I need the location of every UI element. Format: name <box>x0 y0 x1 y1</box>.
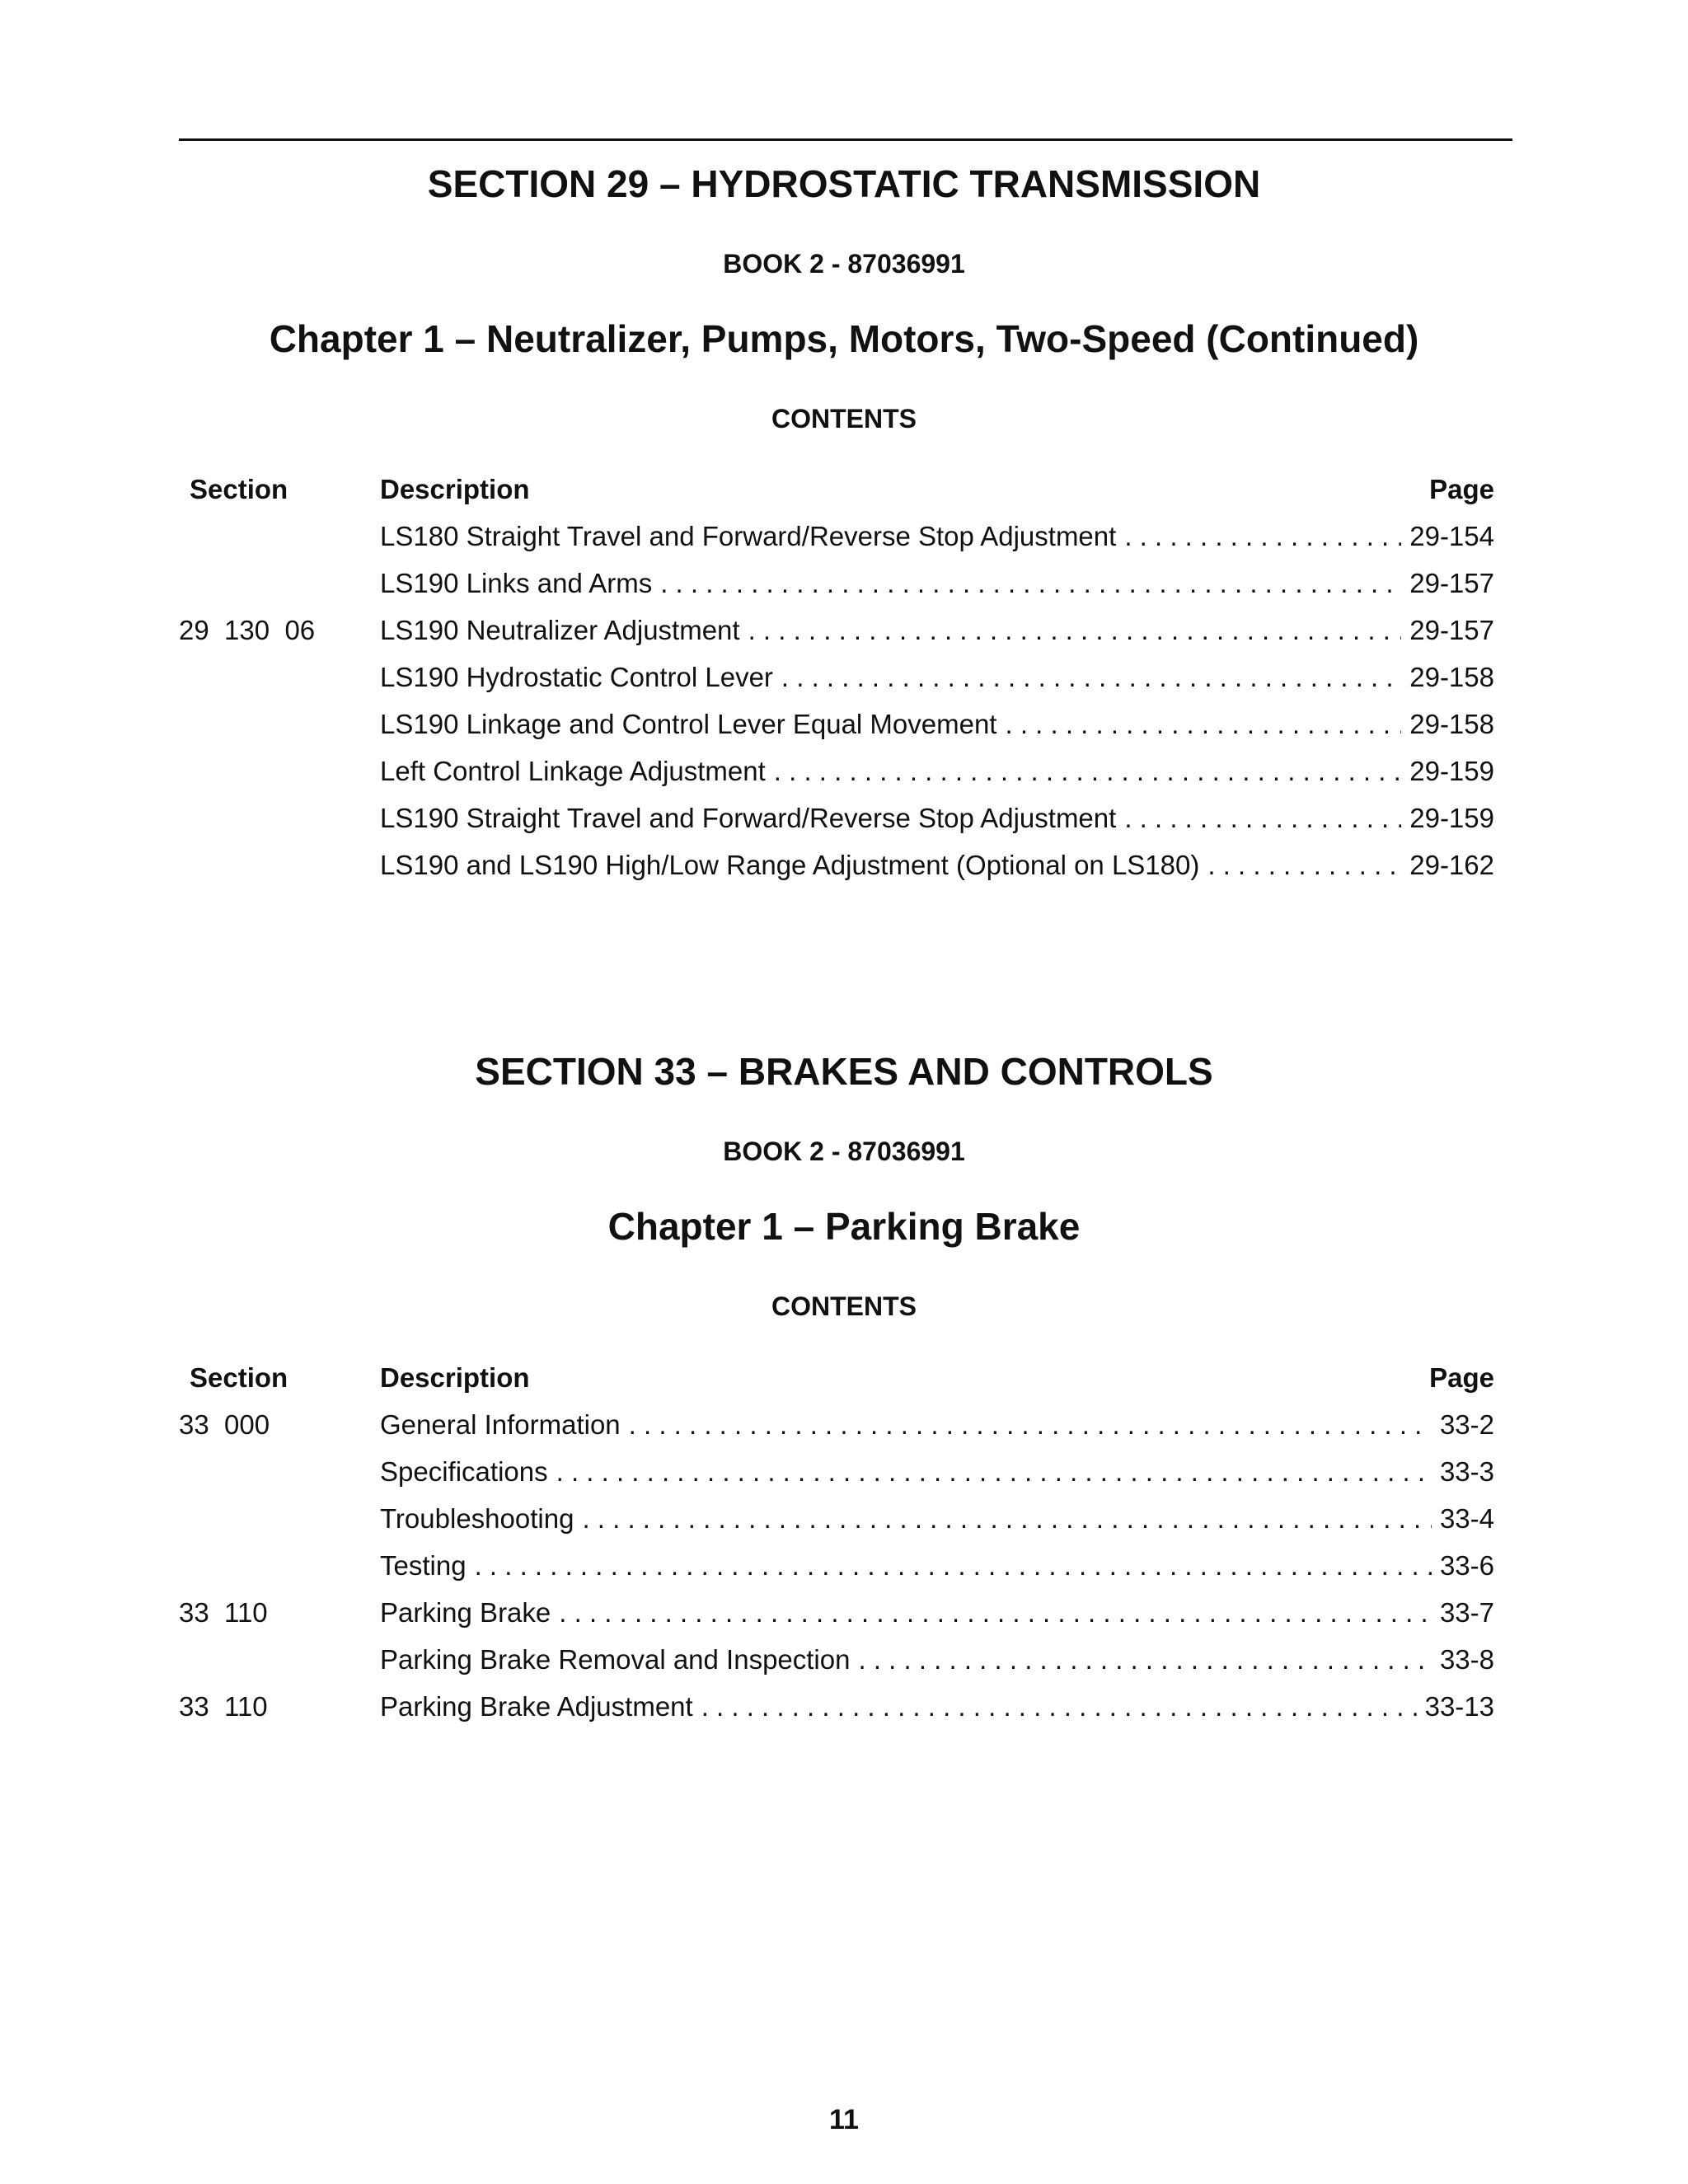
toc-row-page: 29-159 <box>1409 803 1494 833</box>
toc-header-page: Page <box>1429 474 1494 504</box>
dot-leader <box>1124 803 1401 834</box>
toc-row[interactable] <box>0 1691 1688 1738</box>
dot-leader <box>629 1409 1432 1441</box>
toc-row[interactable] <box>0 756 1688 803</box>
dot-leader <box>1124 521 1401 552</box>
toc-row-description: Specifications <box>380 1456 548 1487</box>
toc-row[interactable] <box>0 1503 1688 1550</box>
dot-leader <box>1207 850 1401 881</box>
toc-row[interactable] <box>0 1597 1688 1644</box>
dot-leader <box>475 1550 1432 1582</box>
toc-row-description: LS190 Hydrostatic Control Lever <box>380 662 773 692</box>
toc-row[interactable] <box>0 1644 1688 1691</box>
toc-row-page: 33-8 <box>1439 1644 1494 1675</box>
toc-row-description: LS190 Links and Arms <box>380 568 653 598</box>
toc-row-section: 33 110 <box>179 1597 268 1628</box>
toc-row[interactable] <box>0 709 1688 756</box>
toc-header <box>0 1362 1688 1409</box>
toc-row-page: 33-7 <box>1439 1597 1494 1628</box>
toc-row-section: 33 110 <box>179 1691 268 1722</box>
dot-leader <box>701 1691 1417 1722</box>
toc-header-section: Section <box>190 474 288 504</box>
toc-row[interactable] <box>0 521 1688 568</box>
toc-header-description: Description <box>380 1362 530 1393</box>
toc-row[interactable] <box>0 1550 1688 1597</box>
toc-row-page: 33-2 <box>1439 1409 1494 1440</box>
dot-leader <box>774 756 1401 787</box>
toc-row-description: Left Control Linkage Adjustment <box>380 756 766 786</box>
section-29-title: SECTION 29 – HYDROSTATIC TRANSMISSION <box>427 162 1261 205</box>
toc-row-description: General Information <box>380 1409 621 1440</box>
toc-row-section: 33 000 <box>179 1409 270 1440</box>
toc-header-section: Section <box>190 1362 288 1393</box>
toc-row-description: LS190 and LS190 High/Low Range Adjustment (Optional on LS180) <box>380 850 1200 880</box>
page-number: 11 <box>829 2104 859 2135</box>
toc-row-description: LS190 Straight Travel and Forward/Reverse Stop Adjustment <box>380 803 1117 833</box>
toc-row-page: 29-158 <box>1409 709 1494 739</box>
toc-row-description: Parking Brake Adjustment <box>380 1691 693 1722</box>
toc-row-page: 29-157 <box>1409 615 1494 645</box>
toc-header <box>0 474 1688 521</box>
toc-header-page: Page <box>1429 1362 1494 1393</box>
section-33-contents-label: CONTENTS <box>771 1291 917 1321</box>
section-29-book: BOOK 2 - 87036991 <box>723 249 965 279</box>
toc-row-page: 33-6 <box>1439 1550 1494 1581</box>
toc-row[interactable] <box>0 803 1688 850</box>
toc-row-description: Troubleshooting <box>380 1503 574 1534</box>
toc-row-description: Parking Brake Removal and Inspection <box>380 1644 851 1675</box>
toc-row[interactable] <box>0 568 1688 615</box>
toc-row[interactable] <box>0 850 1688 897</box>
dot-leader <box>660 568 1401 599</box>
toc-row-section: 29 130 06 <box>179 615 316 645</box>
dot-leader <box>748 615 1402 646</box>
dot-leader <box>858 1644 1431 1675</box>
section-33-chapter-title: Chapter 1 – Parking Brake <box>607 1205 1081 1248</box>
toc-row-page: 29-159 <box>1409 756 1494 786</box>
toc-row-description: Parking Brake <box>380 1597 551 1628</box>
toc-row-page: 33-4 <box>1439 1503 1494 1534</box>
toc-row-description: LS190 Neutralizer Adjustment <box>380 615 740 645</box>
dot-leader <box>582 1503 1432 1535</box>
toc-row-description: LS180 Straight Travel and Forward/Reverse Stop Adjustment <box>380 521 1117 551</box>
toc-row[interactable] <box>0 615 1688 662</box>
toc-row-page: 33-13 <box>1424 1691 1494 1722</box>
toc-row-page: 29-154 <box>1409 521 1494 551</box>
dot-leader <box>781 662 1401 693</box>
toc-row-page: 29-162 <box>1409 850 1494 880</box>
dot-leader <box>559 1597 1432 1629</box>
toc-row-page: 29-158 <box>1409 662 1494 692</box>
top-rule <box>179 138 1512 141</box>
toc-header-description: Description <box>380 474 530 504</box>
toc-row[interactable] <box>0 1456 1688 1503</box>
toc-row-description: LS190 Linkage and Control Lever Equal Movement <box>380 709 997 739</box>
section-29-contents-label: CONTENTS <box>771 404 917 434</box>
toc-row-page: 33-3 <box>1439 1456 1494 1487</box>
section-33-book: BOOK 2 - 87036991 <box>723 1137 965 1166</box>
toc-row[interactable] <box>0 662 1688 709</box>
dot-leader <box>556 1456 1432 1488</box>
toc-row-description: Testing <box>380 1550 467 1581</box>
dot-leader <box>1005 709 1401 740</box>
section-29-chapter-title: Chapter 1 – Neutralizer, Pumps, Motors, Two-Speed (Continued) <box>269 317 1419 360</box>
section-33-title: SECTION 33 – BRAKES AND CONTROLS <box>475 1050 1213 1093</box>
toc-row[interactable] <box>0 1409 1688 1456</box>
toc-row-page: 29-157 <box>1409 568 1494 598</box>
